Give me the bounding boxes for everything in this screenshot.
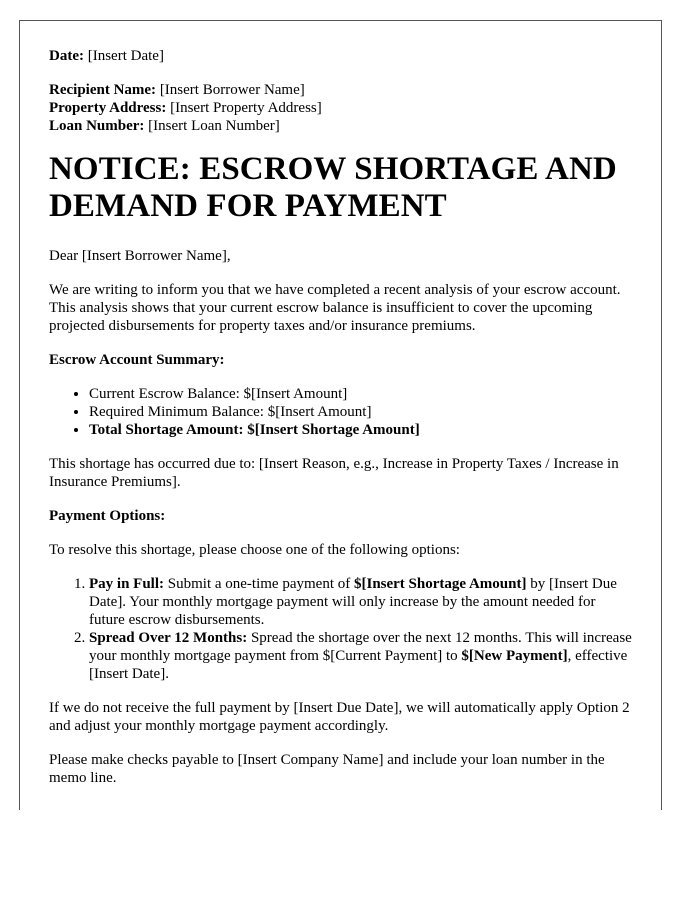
loan-number-line [49, 117, 632, 135]
salutation: Dear [Insert Borrower Name], [49, 248, 231, 264]
options-heading: Payment Options: [49, 508, 166, 524]
option-1-text-a: Submit a one-time payment of [164, 576, 354, 592]
option-2-amount: $[New Payment] [461, 648, 568, 664]
address-line [49, 99, 632, 117]
address-label: Property Address: [49, 100, 167, 116]
date-label: Date: [49, 48, 84, 64]
summary-list [49, 385, 632, 439]
reason-paragraph: This shortage has occurred due to: [Insert Reason, e.g., Increase in Property Taxes / Increase in Insurance Premiums]. [49, 456, 619, 490]
summary-item-balance: • Current Escrow Balance: $[Insert Amount] [89, 385, 632, 403]
options-intro: To resolve this shortage, please choose one of the following options: [49, 542, 460, 558]
option-spread-over-12-months [89, 629, 632, 683]
option-2-text-a: Spread the shortage over the next 12 months. This will increase your monthly mortgage payment from $[Current Payment] to [89, 630, 632, 664]
document-title: NOTICE: ESCROW SHORTAGE AND DEMAND FOR PAYMENT [49, 151, 617, 224]
default-notice-paragraph: If we do not receive the full payment by [Insert Due Date], we will automatically apply Option 2 and adjust your monthly mortgage payment accordingly. [49, 700, 630, 734]
address-value: [Insert Property Address] [170, 100, 322, 116]
option-1-label: Pay in Full: [89, 576, 165, 592]
summary-heading: Escrow Account Summary: [49, 352, 225, 368]
letter-page [19, 20, 662, 810]
recipient-label: Recipient Name: [49, 82, 157, 98]
option-pay-in-full [89, 575, 632, 629]
option-2-text-b: , effective [Insert Date]. [89, 648, 628, 682]
date-value: [Insert Date] [87, 48, 164, 64]
recipient-line [49, 81, 632, 99]
option-1-amount: $[Insert Shortage Amount] [353, 576, 527, 592]
date-line [49, 47, 632, 65]
summary-item-shortage: • Total Shortage Amount: $[Insert Shortage Amount] [89, 421, 632, 439]
loan-number-value: [Insert Loan Number] [148, 118, 280, 134]
option-2-label: Spread Over 12 Months: [89, 630, 248, 646]
intro-paragraph: We are writing to inform you that we have completed a recent analysis of your escrow account. This analysis shows that your current escrow balance is insufficient to cover the upcoming projected disbursements for property taxes and/or insurance premiums. [49, 282, 621, 334]
recipient-value: [Insert Borrower Name] [159, 82, 305, 98]
checks-notice-paragraph: Please make checks payable to [Insert Company Name] and include your loan number in the memo line. [49, 752, 605, 786]
option-1-text-b: by [Insert Due Date]. Your monthly mortgage payment will only increase by the amount needed for future escrow disbursements. [89, 576, 617, 628]
recipient-block [49, 81, 632, 135]
loan-number-label: Loan Number: [49, 118, 145, 134]
summary-item-minimum: • Required Minimum Balance: $[Insert Amount] [89, 403, 632, 421]
options-list [49, 575, 632, 683]
